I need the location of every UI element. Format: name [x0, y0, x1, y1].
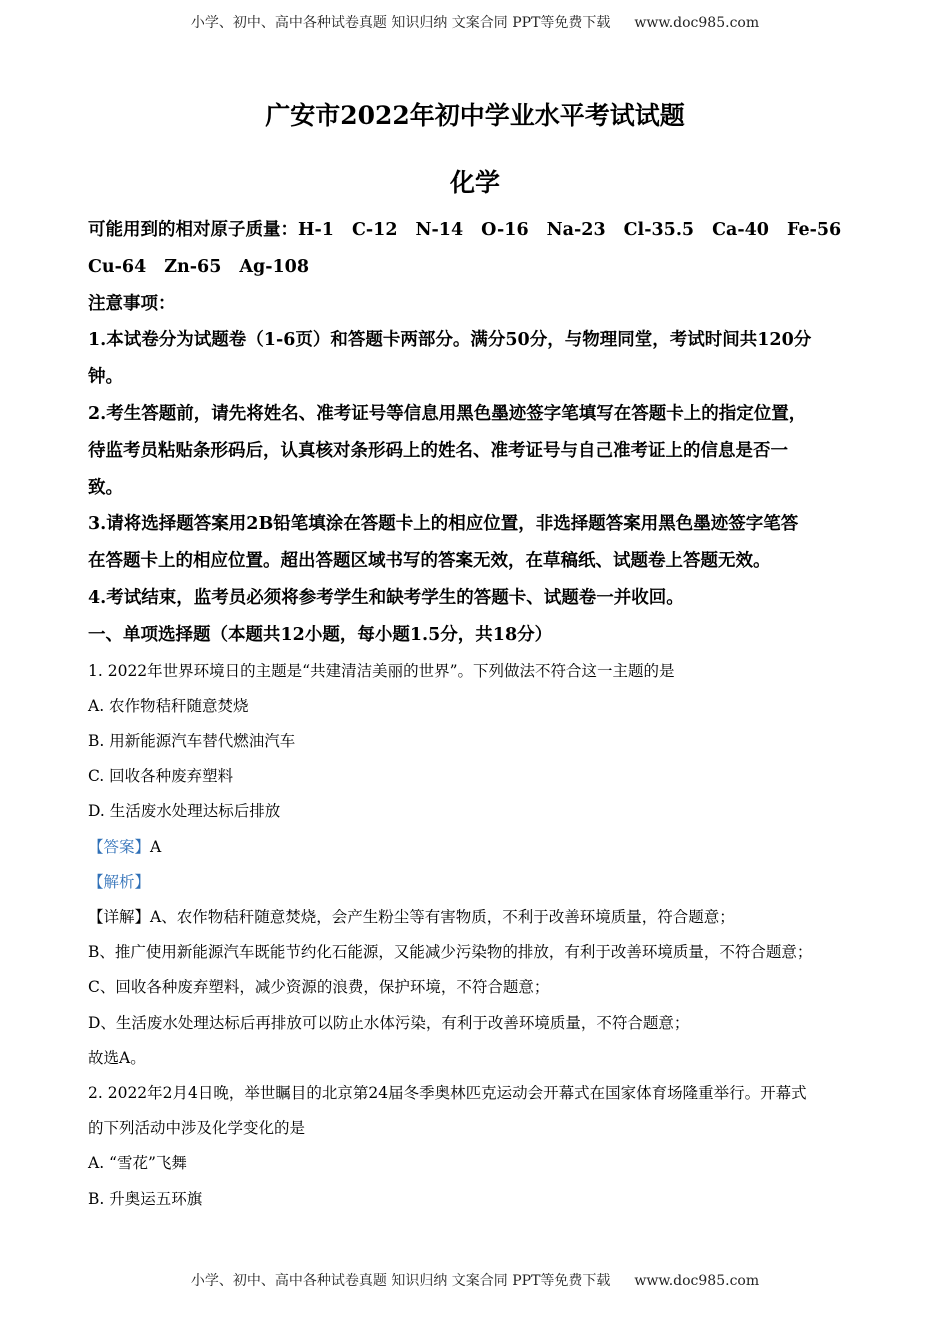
detail-label: 【详解】: [88, 907, 151, 926]
atomic-mass-item: Ag-108: [239, 256, 310, 277]
notes-heading: 注意事项：: [88, 293, 176, 314]
detail-text: A、农作物秸秆随意焚烧，会产生粉尘等有害物质，不利于改善环境质量，符合题意；: [150, 907, 735, 926]
note-line: 1.本试卷分为试题卷（1-6页）和答题卡两部分。满分50分，与物理同堂，考试时间共120分: [88, 330, 812, 351]
option-c: C. 回收各种废弃塑料: [88, 767, 234, 786]
answer-value: A: [150, 837, 162, 856]
atomic-mass-item: C-12: [351, 220, 398, 240]
question-stem-cont: 的下列活动中涉及化学变化的是: [88, 1119, 306, 1138]
answer-line: [88, 830, 868, 865]
atomic-mass-item: Cu-64: [88, 256, 147, 277]
atomic-mass-item: H-1: [298, 220, 334, 240]
option-d: D. 生活废水处理达标后排放: [88, 802, 281, 821]
section-heading: 一、单项选择题（本题共12小题，每小题1.5分，共18分）: [88, 624, 553, 645]
option-b: B. 用新能源汽车替代燃油汽车: [88, 731, 296, 750]
header-site-link[interactable]: www.doc985.com: [634, 15, 760, 31]
footer-site-link[interactable]: www.doc985.com: [634, 1273, 760, 1289]
page-header: [0, 12, 950, 32]
detail-line: D、生活废水处理达标后再排放可以防止水体污染，有利于改善环境质量，不符合题意；: [88, 1013, 690, 1032]
note-line: 在答题卡上的相应位置。超出答题区域书写的答案无效，在草稿纸、试题卷上答题无效。: [88, 551, 771, 572]
atomic-mass-item: Cl-35.5: [623, 220, 695, 240]
atomic-mass-item: O-16: [481, 220, 529, 240]
atomic-mass-item: Zn-65: [164, 256, 222, 277]
document-body: [88, 212, 868, 1217]
option-a: A. “雪花”飞舞: [88, 1154, 187, 1173]
atomic-mass-row-1: [88, 212, 868, 249]
detail-line: [88, 900, 868, 935]
conclusion: 故选A。: [88, 1048, 146, 1067]
exam-title: 广安市2022年初中学业水平考试试题: [265, 101, 685, 130]
header-text: 小学、初中、高中各种试卷真题 知识归纳 文案合同 PPT等免费下载: [190, 15, 611, 31]
atomic-mass-item: Ca-40: [712, 220, 769, 240]
subject-title: 化学: [449, 168, 500, 197]
option-b: B. 升奥运五环旗: [88, 1189, 203, 1208]
detail-line: B、推广使用新能源汽车既能节约化石能源，又能减少污染物的排放，有利于改善环境质量，不符合题意；: [88, 943, 813, 962]
page-footer: [0, 1270, 950, 1290]
question-stem: 2. 2022年2月4日晚，举世瞩目的北京第24届冬季奥林匹克运动会开幕式在国家体育场隆重举行。开幕式: [88, 1084, 807, 1102]
atomic-mass-row-2: [88, 249, 868, 286]
atomic-mass-item: N-14: [415, 220, 464, 240]
note-line: 待监考员粘贴条形码后，认真核对条形码上的姓名、准考证号与自己准考证上的信息是否一: [88, 440, 788, 461]
detail-line: C、回收各种废弃塑料，减少资源的浪费，保护环境，不符合题意；: [88, 978, 550, 997]
atomic-mass-label: 可能用到的相对原子质量：: [88, 220, 298, 240]
atomic-mass-item: Fe-56: [786, 220, 842, 240]
note-line: 致。: [88, 477, 123, 498]
atomic-mass-item: Na-23: [546, 220, 606, 240]
note-line: 2.考生答题前，请先将姓名、准考证号等信息用黑色墨迹签字笔填写在答题卡上的指定位置，: [88, 403, 807, 424]
analysis-label: 【解析】: [88, 872, 151, 891]
note-line: 4.考试结束，监考员必须将参考学生和缺考学生的答题卡、试题卷一并收回。: [88, 587, 684, 608]
question-stem: 1. 2022年世界环境日的主题是“共建清洁美丽的世界”。下列做法不符合这一主题的是: [88, 661, 675, 680]
note-line: 钟。: [88, 367, 123, 388]
answer-label: 【答案】: [88, 837, 151, 856]
option-a: A. 农作物秸秆随意焚烧: [88, 696, 249, 715]
note-line: 3.请将选择题答案用2B铅笔填涂在答题卡上的相应位置，非选择题答案用黑色墨迹签字笔答: [88, 514, 799, 535]
footer-text: 小学、初中、高中各种试卷真题 知识归纳 文案合同 PPT等免费下载: [190, 1273, 611, 1289]
